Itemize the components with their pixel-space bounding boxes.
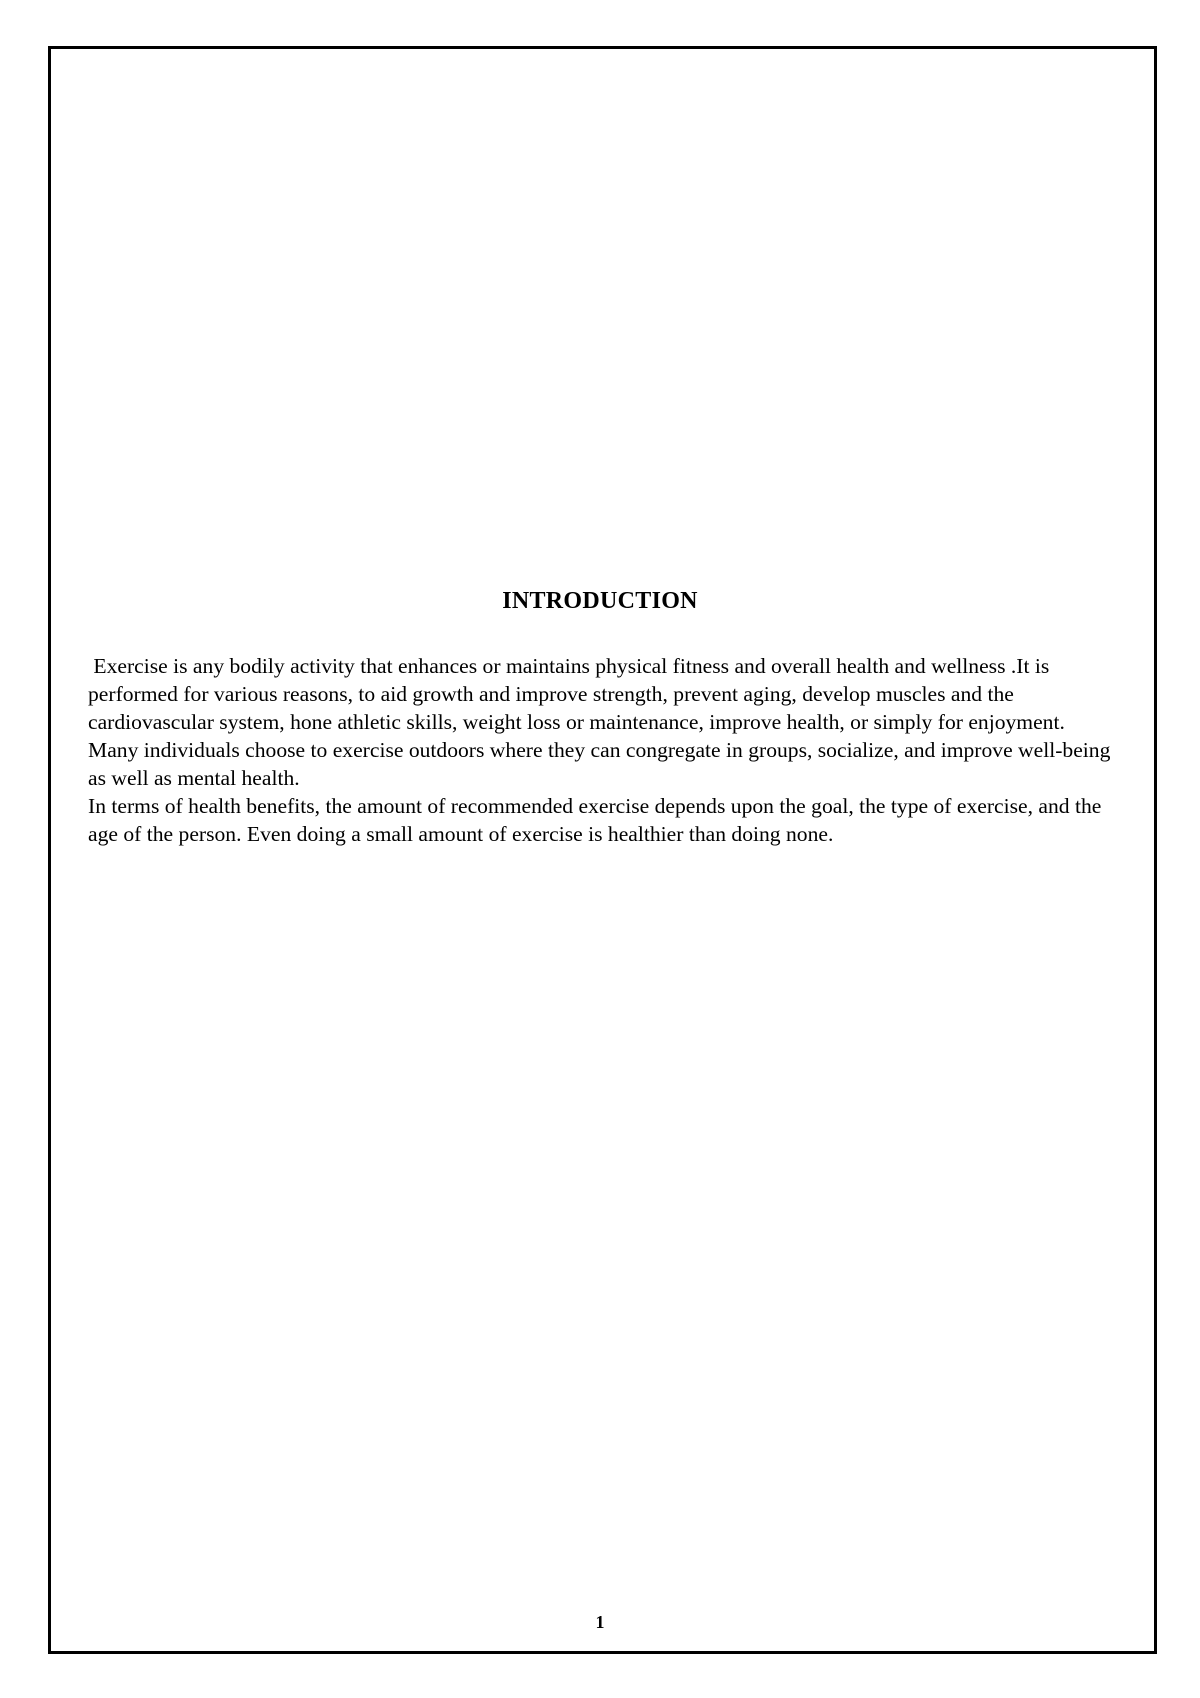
- paragraph-exercise-definition: Exercise is any bodily activity that enhances or maintains physical fitness and overall health and wellness .It is performed for various reasons, to aid growth and improve strength, prevent aging, develop muscles and the cardiovascular system, hone athletic skills, weight loss or maintenance, improve health, or simply for enjoyment. Many individuals choose to exercise outdoors where they can congregate in groups, socialize, and improve well-being as well as mental health.: [88, 654, 1111, 790]
- paragraph-health-benefits: In terms of health benefits, the amount of recommended exercise depends upon the goal, the type of exercise, and the age of the person. Even doing a small amount of exercise is healthier than doing none.: [88, 794, 1102, 846]
- page-title: INTRODUCTION: [502, 588, 698, 614]
- page-number: 1: [595, 1612, 605, 1632]
- page-border: [48, 46, 1157, 1654]
- body-text: [88, 652, 1118, 848]
